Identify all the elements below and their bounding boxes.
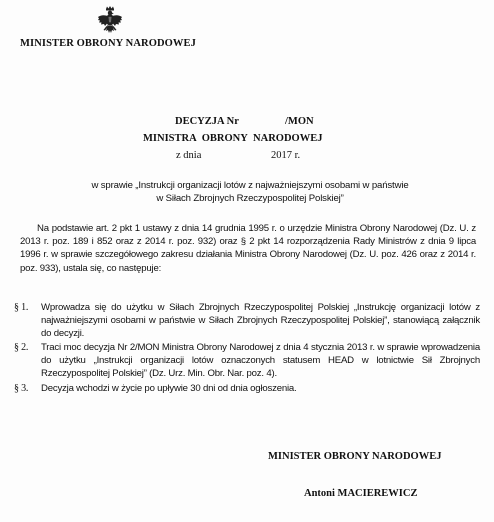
paragraph-text: Decyzja wchodzi w życie po upływie 30 dni od dnia ogłoszenia. bbox=[41, 382, 297, 394]
paragraph-2 bbox=[14, 342, 480, 380]
decision-date-year: 2017 r. bbox=[271, 150, 301, 161]
polish-eagle-emblem-icon bbox=[97, 6, 123, 38]
decision-subject-line-1: w sprawie „Instrukcji organizacji lotów z najważniejszymi osobami w państwie bbox=[91, 180, 409, 191]
decision-subject-line-2: w Siłach Zbrojnych Rzeczypospolitej Polskiej” bbox=[156, 193, 344, 204]
paragraph-number: § 3. bbox=[14, 382, 29, 394]
paragraph-text: Wprowadza się do użytku w Siłach Zbrojnych Rzeczypospolitej Polskiej „Instrukcję organizacji lotów z najważniejszymi osobami w państwie w Siłach Zbrojnych Rzeczypospolitej Polskiej”, stanowiącą załącznik do decyzji. bbox=[41, 302, 480, 339]
decision-subject bbox=[60, 179, 440, 205]
decision-authority: MINISTRA OBRONY NARODOWEJ bbox=[143, 133, 323, 144]
issuer-heading: MINISTER OBRONY NARODOWEJ bbox=[20, 38, 196, 49]
decision-number-label: DECYZJA Nr bbox=[175, 116, 239, 127]
legal-basis-preamble: Na podstawie art. 2 pkt 1 ustawy z dnia 14 grudnia 1995 r. o urzędzie Ministra Obrony Narodowej (Dz. U. z 2013 r. poz. 189 i 852 oraz z 2014 r. poz. 932) oraz § 2 pkt 14 rozporządzenia Rady Ministrów z dnia 9 lipca 1996 r. w sprawie szczegółowego zakresu działania Ministra Obrony Narodowej (Dz. U. poz. 426 oraz z 2014 r. poz. 933), ustala się, co następuje: bbox=[20, 223, 476, 274]
signature-name: Antoni MACIEREWICZ bbox=[304, 488, 418, 499]
paragraph-number: § 1. bbox=[14, 302, 29, 313]
decision-number-suffix: /MON bbox=[285, 116, 314, 127]
paragraph-text: Traci moc decyzja Nr 2/MON Ministra Obrony Narodowej z dnia 4 stycznia 2013 r. w sprawie wprowadzenia do użytku „Instrukcji organizacji lotów oznaczonych statusem HEAD w lotnictwie Sił Zbrojnych Rzeczypospolitej Polskiej” (Dz. Urz. Min. Obr. Nar. poz. 4). bbox=[41, 342, 480, 379]
decision-date-label: z dnia bbox=[176, 150, 202, 161]
decision-paragraphs bbox=[14, 302, 480, 397]
paragraph-3 bbox=[14, 383, 480, 396]
paragraph-1 bbox=[14, 302, 480, 340]
signature-title: MINISTER OBRONY NARODOWEJ bbox=[268, 451, 442, 462]
paragraph-number: § 2. bbox=[14, 342, 29, 354]
